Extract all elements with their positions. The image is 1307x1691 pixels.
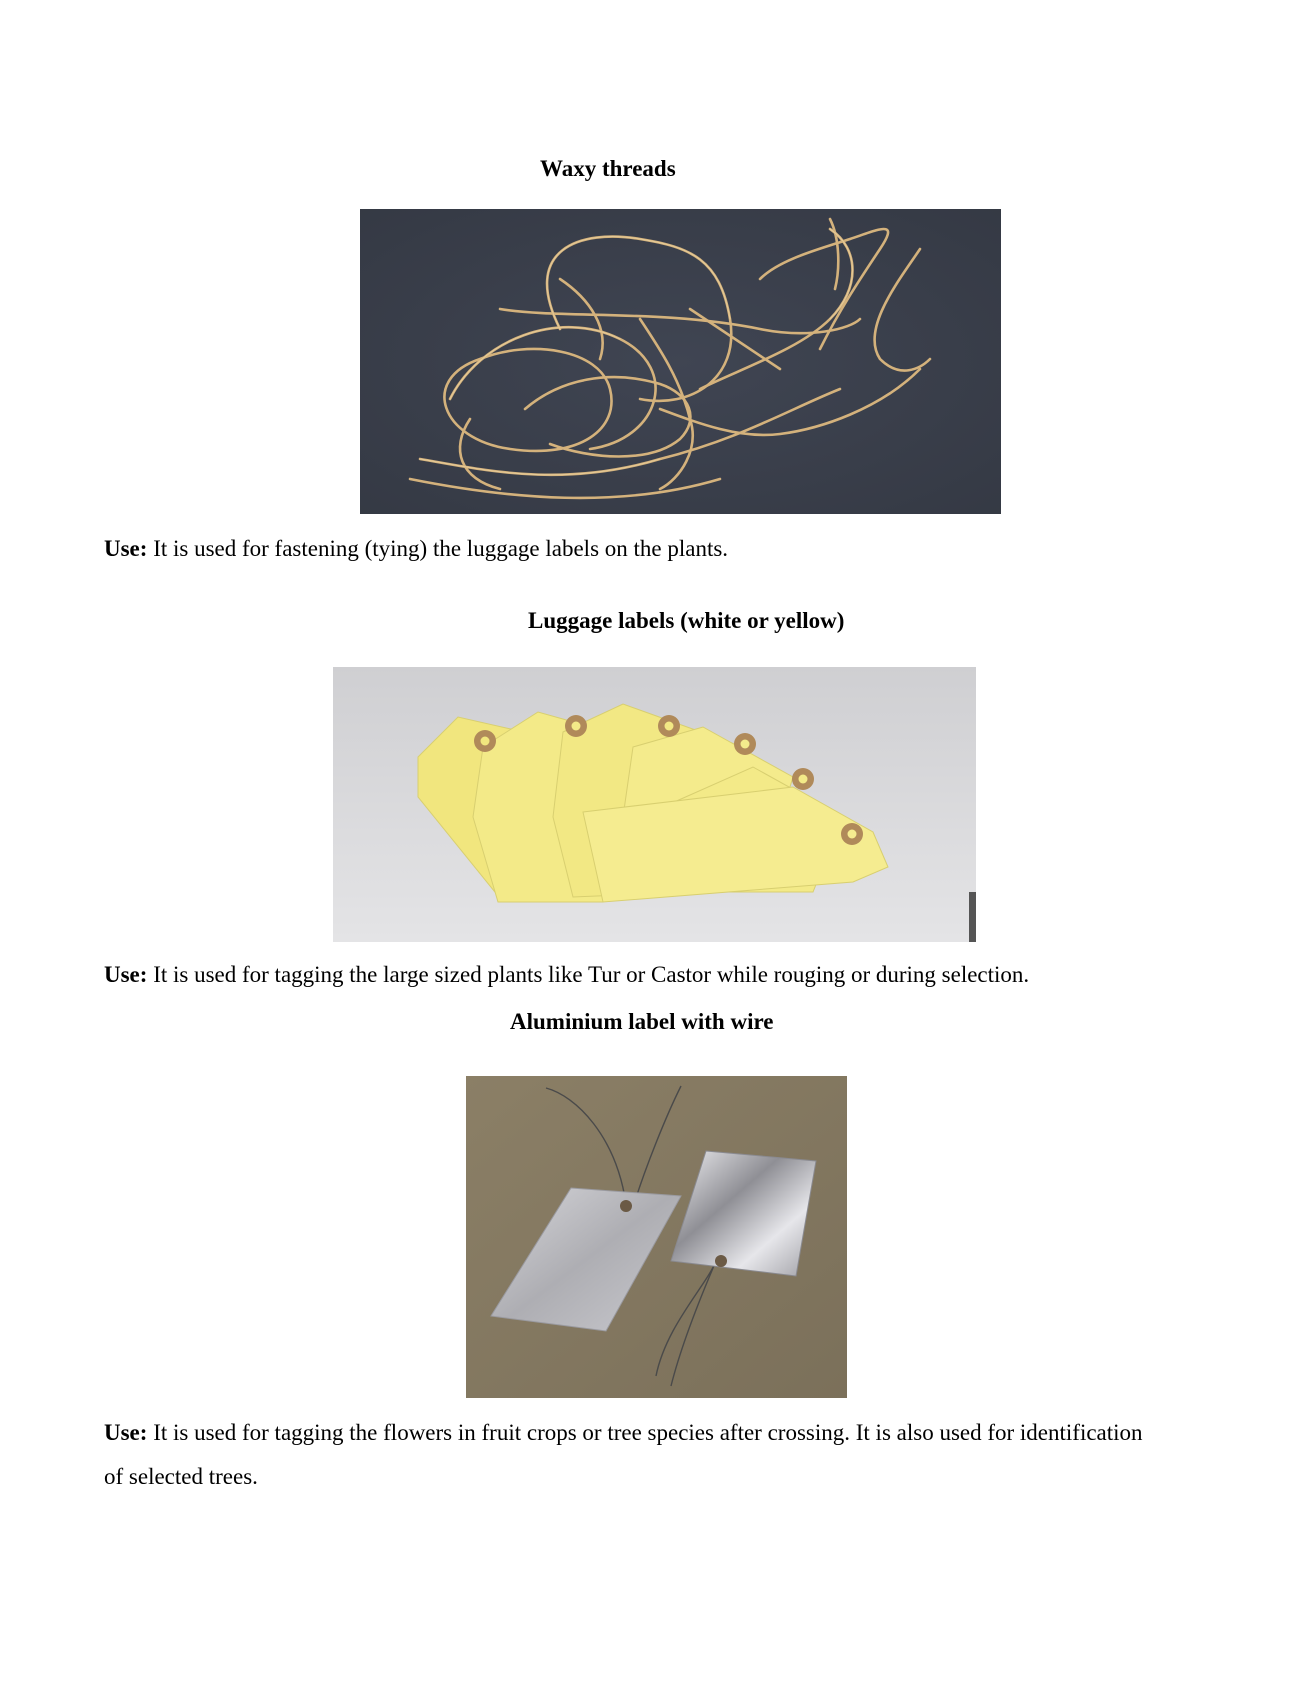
use-label: Use:: [104, 1420, 148, 1445]
use-text: It is used for tagging the large sized plants like Tur or Castor while rouging or during selection.: [147, 962, 1030, 987]
use-text: It is used for fastening (tying) the luggage labels on the plants.: [147, 536, 729, 561]
use-description-luggage-labels: [104, 953, 1029, 997]
section-heading-luggage-labels: Luggage labels (white or yellow): [528, 608, 845, 633]
use-description-waxy-threads: [104, 527, 728, 571]
use-text: It is used for tagging the flowers in fruit crops or tree species after crossing. It is also used for identification of selected trees.: [104, 1420, 1143, 1489]
use-description-aluminium-label: [104, 1411, 1144, 1499]
aluminium-labels-photo: [466, 1076, 847, 1398]
section-heading-aluminium-label: Aluminium label with wire: [510, 1009, 774, 1034]
use-label: Use:: [104, 536, 148, 561]
section-heading-waxy-threads: Waxy threads: [540, 156, 676, 181]
luggage-labels-photo: [333, 667, 976, 942]
use-label: Use:: [104, 962, 148, 987]
waxy-threads-photo: [360, 209, 1001, 514]
